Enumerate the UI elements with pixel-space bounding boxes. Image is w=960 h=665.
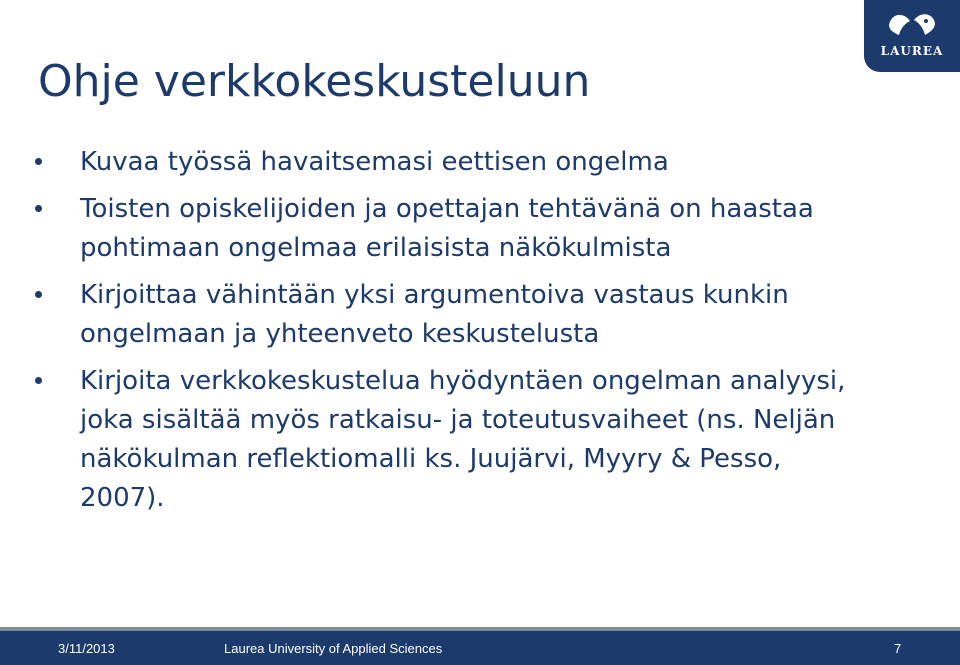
- bullet-dot-icon: [35, 377, 42, 384]
- slide-title: Ohje verkkokeskusteluun: [38, 56, 591, 107]
- bullet-item: [0, 143, 860, 182]
- bullet-dot-icon: [35, 158, 42, 165]
- laurea-logo: [864, 0, 960, 72]
- footer: [0, 631, 960, 665]
- bullet-text: Kuvaa työssä havaitsemasi eettisen ongelma: [80, 147, 669, 177]
- footer-date: 3/11/2013: [58, 641, 115, 656]
- footer-organization: Laurea University of Applied Sciences: [224, 641, 443, 656]
- bullet-text: Kirjoita verkkokeskustelua hyödyntäen ongelman analyysi, joka sisältää myös ratkaisu- ja toteutusvaiheet (ns. Neljän näkökulman reflektiomalli ks. Juujärvi, Myyry & Pesso, 2007).: [80, 366, 846, 513]
- logo-text: LAUREA: [880, 44, 944, 58]
- laurea-bird-logo-icon: [885, 9, 939, 41]
- bullet-item: [0, 276, 860, 354]
- bullet-list: [0, 143, 860, 526]
- bullet-text: Kirjoittaa vähintään yksi argumentoiva vastaus kunkin ongelmaan ja yhteenveto keskustelusta: [80, 280, 789, 349]
- bullet-dot-icon: [35, 291, 42, 298]
- bullet-item: [0, 190, 860, 268]
- bullet-text: Toisten opiskelijoiden ja opettajan tehtävänä on haastaa pohtimaan ongelmaa erilaisista näkökulmista: [80, 194, 814, 263]
- bullet-dot-icon: [35, 205, 42, 212]
- page-number: 7: [894, 641, 902, 656]
- bullet-item: [0, 362, 860, 518]
